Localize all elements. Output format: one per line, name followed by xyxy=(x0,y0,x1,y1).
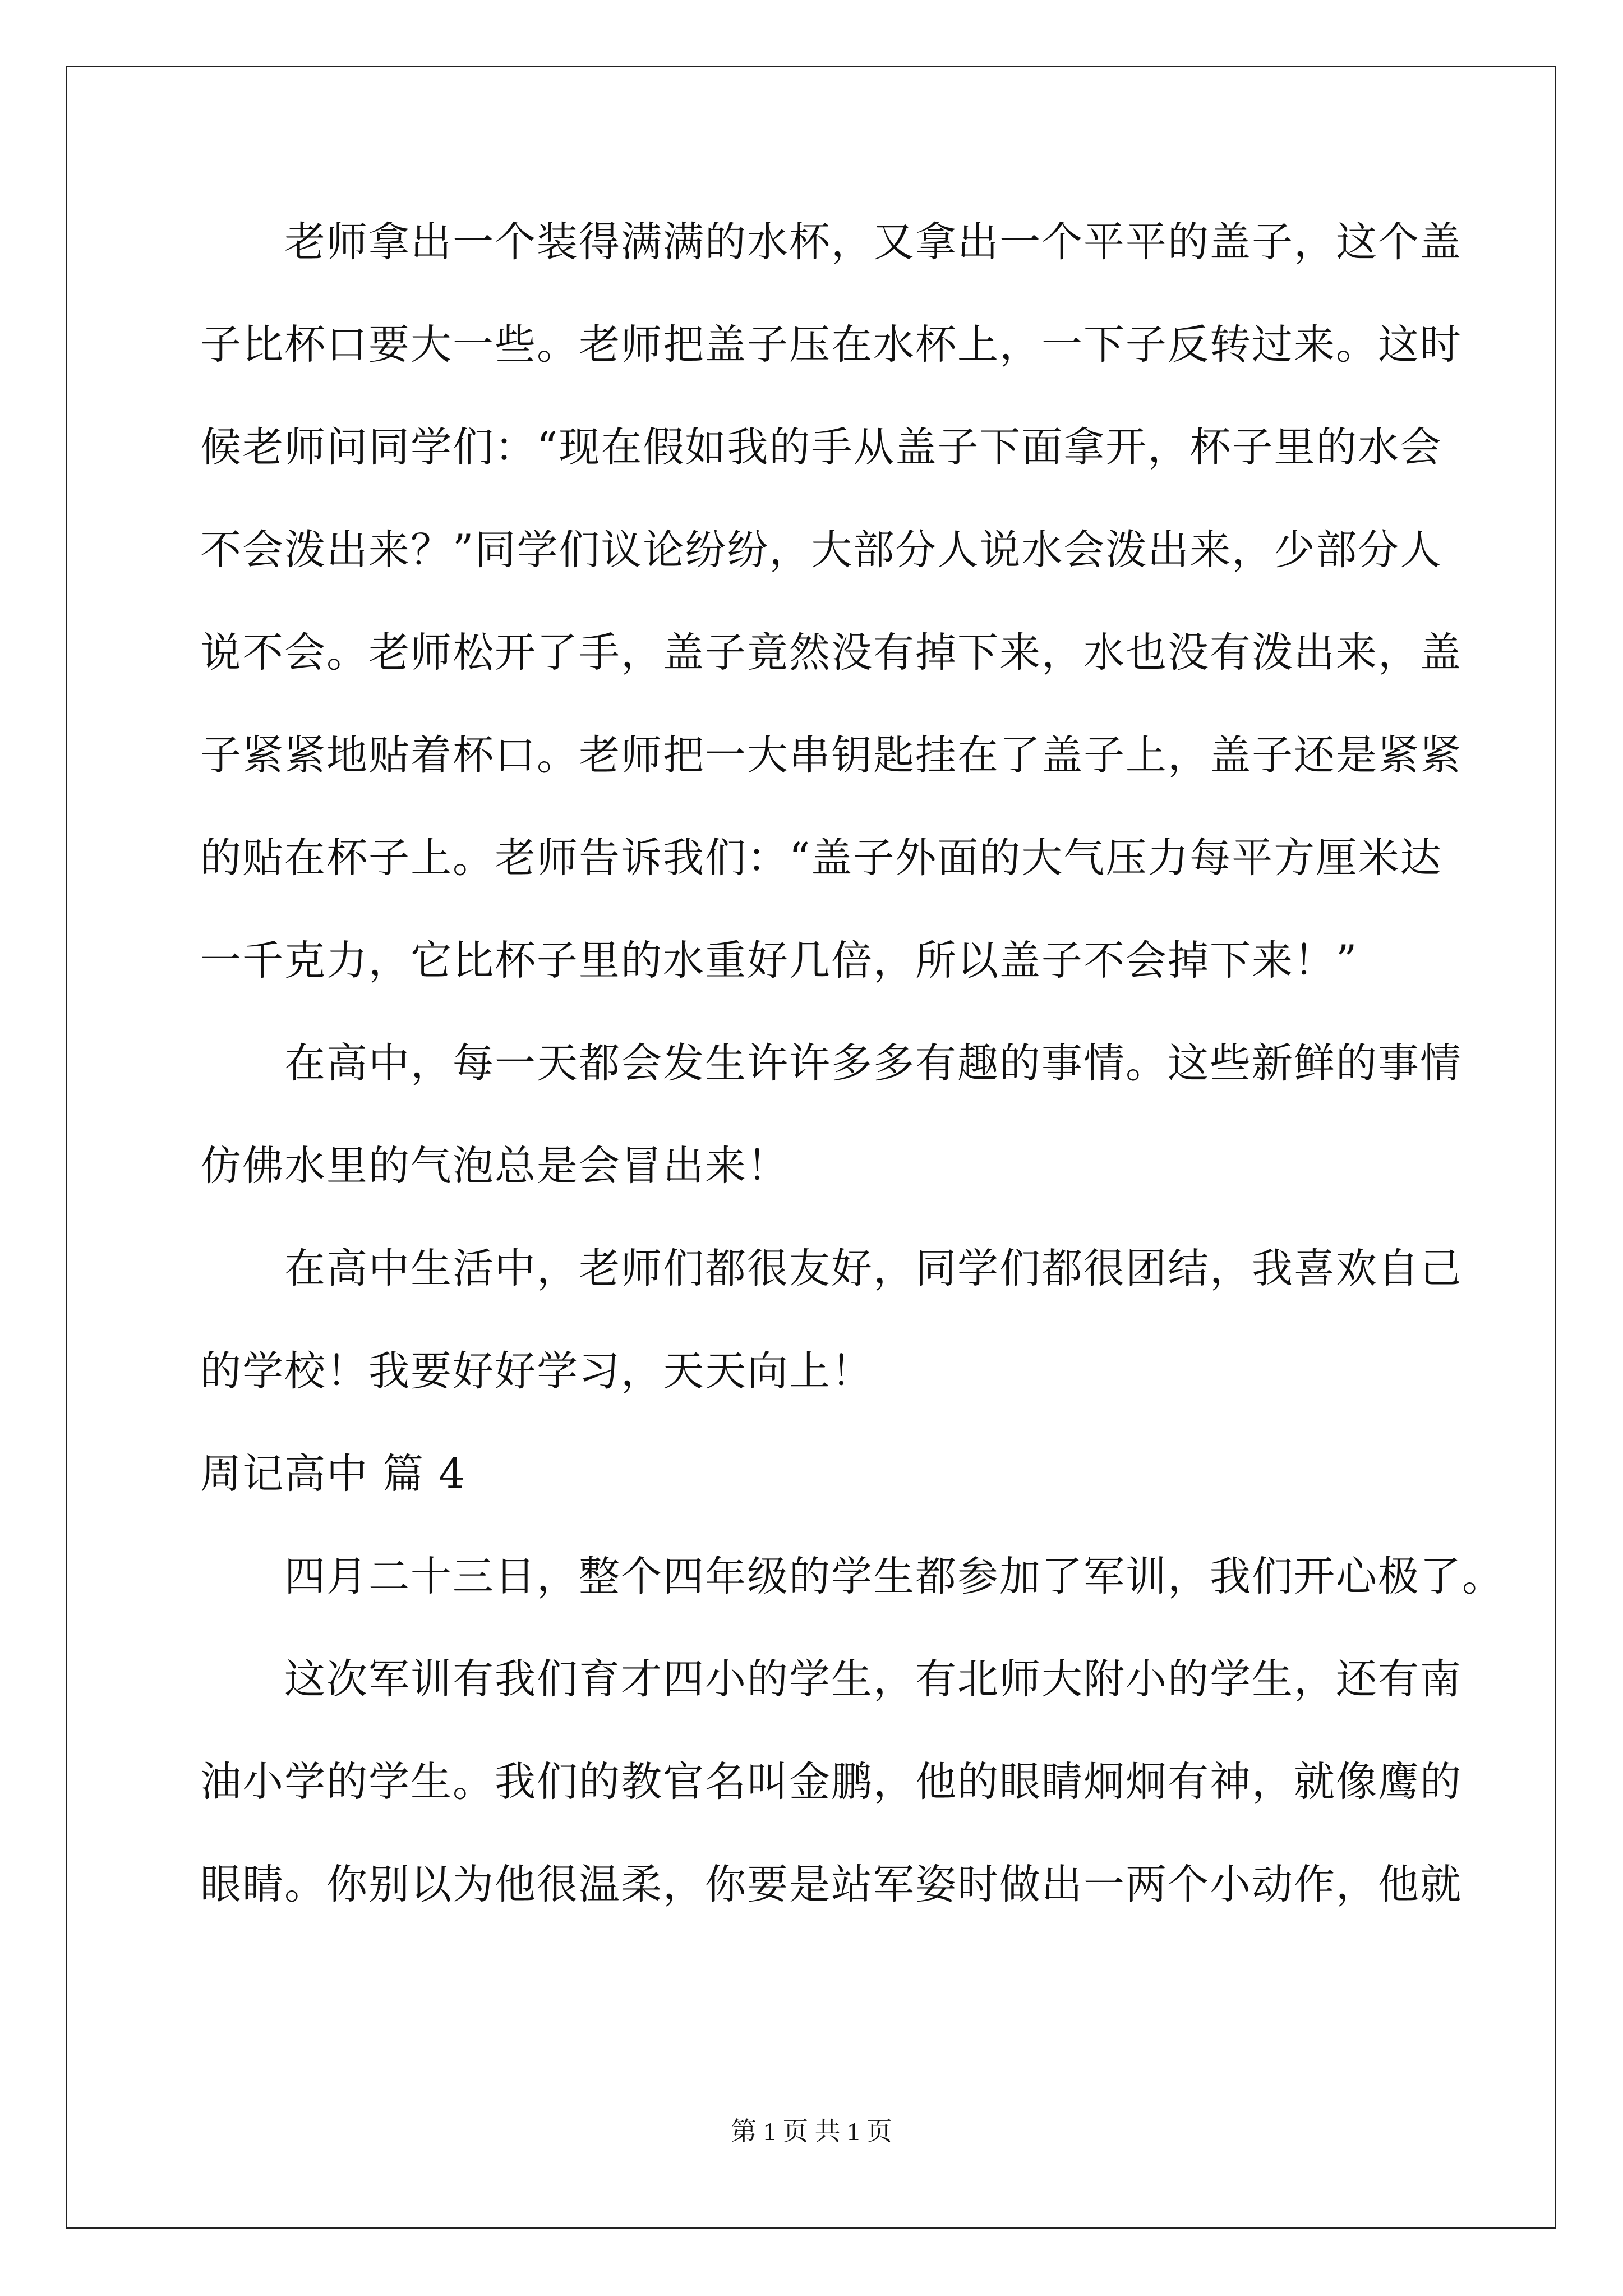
paragraph-line: 的贴在杯子上。老师告诉我们：“盖子外面的大气压力每平方厘米达 xyxy=(200,834,1442,882)
paragraph-line: 子比杯口要大一些。老师把盖子压在水杯上，一下子反转过来。这时 xyxy=(200,321,1462,369)
paragraph-line: 的学校！我要好好学习，天天向上！ xyxy=(200,1347,873,1395)
paragraph-line: 说不会。老师松开了手，盖子竟然没有掉下来，水也没有泼出来，盖 xyxy=(200,629,1462,677)
paragraph-line: 这次军训有我们育才四小的学生，有北师大附小的学生，还有南 xyxy=(284,1655,1462,1703)
paragraph-line: 油小学的学生。我们的教官名叫金鹏，他的眼睛炯炯有神，就像鹰的 xyxy=(200,1758,1462,1806)
paragraph-line: 眼睛。你别以为他很温柔，你要是站军姿时做出一两个小动作，他就 xyxy=(200,1861,1462,1908)
paragraph-line: 子紧紧地贴着杯口。老师把一大串钥匙挂在了盖子上，盖子还是紧紧 xyxy=(200,731,1462,779)
paragraph-line: 不会泼出来？”同学们议论纷纷，大部分人说水会泼出来，少部分人 xyxy=(200,526,1442,574)
paragraph-line: 一千克力，它比杯子里的水重好几倍，所以盖子不会掉下来！” xyxy=(200,937,1358,984)
paragraph-line: 仿佛水里的气泡总是会冒出来！ xyxy=(200,1142,789,1190)
paragraph-line: 候老师问同学们：“现在假如我的手从盖子下面拿开，杯子里的水会 xyxy=(200,424,1442,471)
paragraph-line: 老师拿出一个装得满满的水杯，又拿出一个平平的盖子，这个盖 xyxy=(284,218,1462,266)
paragraph-line: 在高中生活中，老师们都很友好，同学们都很团结，我喜欢自己 xyxy=(284,1245,1462,1292)
paragraph-line: 四月二十三日，整个四年级的学生都参加了军训，我们开心极了。 xyxy=(284,1553,1504,1600)
paragraph-line: 在高中，每一天都会发生许许多多有趣的事情。这些新鲜的事情 xyxy=(284,1039,1462,1087)
section-heading: 周记高中 篇 4 xyxy=(200,1450,466,1498)
page-footer: 第 1 页 共 1 页 xyxy=(731,2117,892,2146)
